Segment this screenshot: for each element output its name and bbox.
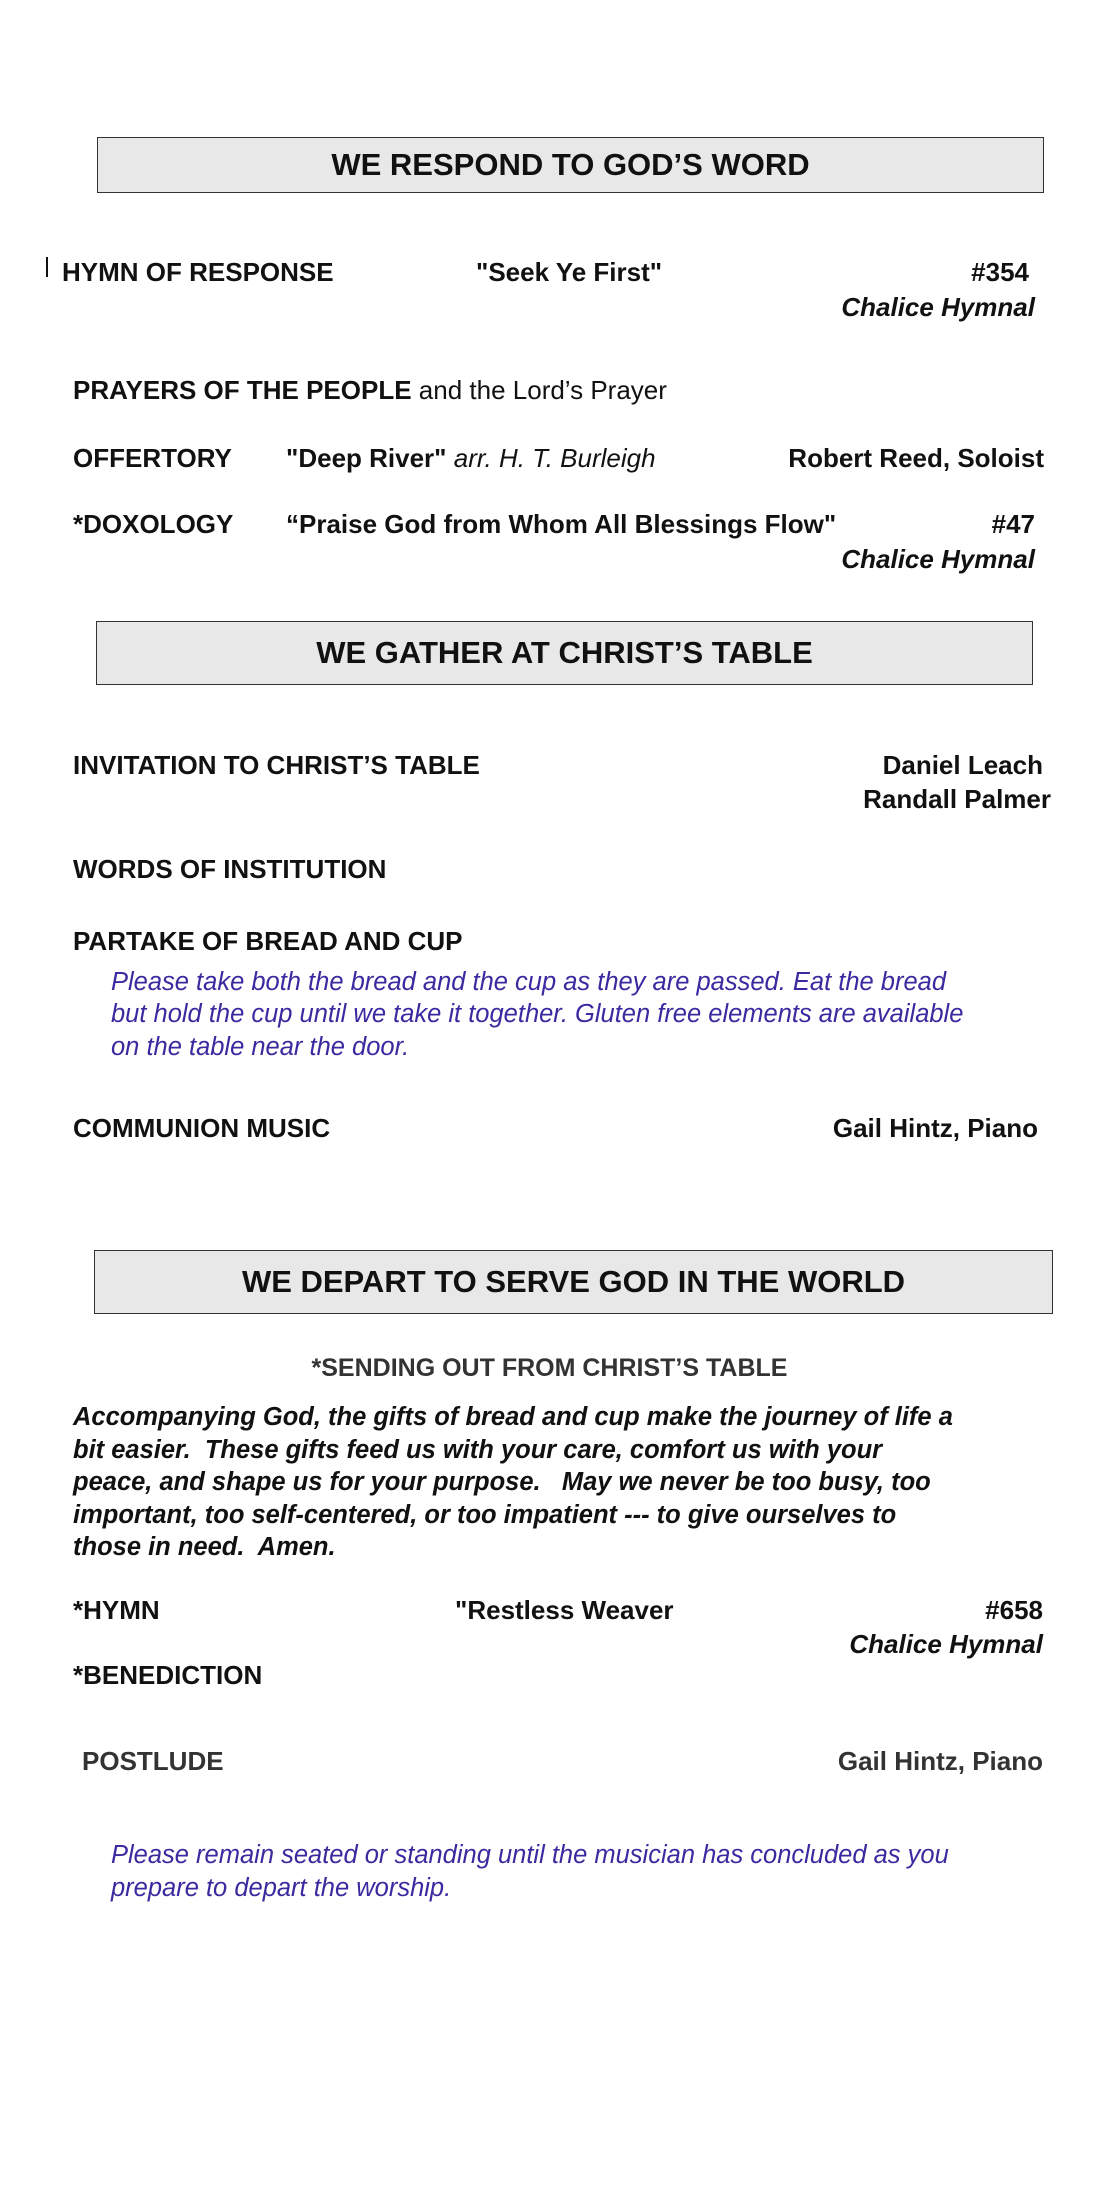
hymn-of-response-title: "Seek Ye First" <box>476 257 663 287</box>
section-header-gather: WE GATHER AT CHRIST’S TABLE <box>96 621 1033 685</box>
hymn-number: #658 <box>985 1595 1043 1625</box>
prayers-of-the-people <box>73 375 667 405</box>
hymn-of-response-hymnal: Chalice Hymnal <box>841 292 1035 322</box>
offertory-label: OFFERTORY <box>73 443 232 473</box>
invitation-leader-1: Daniel Leach <box>882 750 1043 780</box>
margin-mark <box>46 257 48 277</box>
communion-music-label: COMMUNION MUSIC <box>73 1113 331 1143</box>
offertory-piece <box>286 443 656 473</box>
prayer-line: peace, and shape us for your purpose. May we never be too busy, too <box>73 1468 931 1496</box>
doxology-hymnal: Chalice Hymnal <box>841 544 1035 574</box>
closing-note-line: Please remain seated or standing until the musician has concluded as you <box>111 1841 949 1869</box>
doxology-title: “Praise God from Whom All Blessings Flow" <box>286 509 837 539</box>
prayer-line: Accompanying God, the gifts of bread and cup make the journey of life a <box>73 1403 953 1431</box>
invitation-label: INVITATION TO CHRIST’S TABLE <box>73 750 480 780</box>
hymn-of-response-label: HYMN OF RESPONSE <box>62 257 334 287</box>
prayer-line: important, too self-centered, or too impatient --- to give ourselves to <box>73 1500 897 1529</box>
offertory-performer: Robert Reed, Soloist <box>788 443 1044 473</box>
communion-performer: Gail Hintz, Piano <box>832 1113 1038 1143</box>
benediction-label: *BENEDICTION <box>73 1660 263 1690</box>
postlude-label: POSTLUDE <box>82 1746 224 1776</box>
prayers-label: PRAYERS OF THE PEOPLE <box>73 375 412 405</box>
hymn-of-response-number: #354 <box>971 257 1029 287</box>
offertory-title: "Deep River" <box>286 443 447 473</box>
doxology-label: *DOXOLOGY <box>73 509 234 539</box>
prayer-line: those in need. Amen. <box>73 1533 336 1561</box>
postlude-performer: Gail Hintz, Piano <box>837 1746 1043 1776</box>
hymn-title: "Restless Weaver <box>455 1595 674 1625</box>
partake-note-line: Please take both the bread and the cup as they are passed. Eat the bread <box>111 968 947 996</box>
section-header-respond: WE RESPOND TO GOD’S WORD <box>97 137 1044 193</box>
section-header-depart: WE DEPART TO SERVE GOD IN THE WORLD <box>94 1250 1053 1314</box>
sending-prayer <box>73 1401 1063 1564</box>
hymn-label: *HYMN <box>73 1595 160 1625</box>
words-of-institution-label: WORDS OF INSTITUTION <box>73 854 387 884</box>
partake-note-line: but hold the cup until we take it together. Gluten free elements are available <box>111 1000 964 1028</box>
offertory-arranger: arr. H. T. Burleigh <box>453 443 656 473</box>
doxology-number: #47 <box>991 509 1035 539</box>
prayer-line: bit easier. These gifts feed us with your care, comfort us with your <box>73 1435 883 1464</box>
hymn-hymnal: Chalice Hymnal <box>849 1629 1043 1659</box>
prayers-rest: and the Lord’s Prayer <box>418 375 667 405</box>
closing-note-line: prepare to depart the worship. <box>111 1874 452 1902</box>
partake-label: PARTAKE OF BREAD AND CUP <box>73 926 463 956</box>
sending-out-heading: *SENDING OUT FROM CHRIST’S TABLE <box>311 1354 788 1382</box>
invitation-leader-2: Randall Palmer <box>863 784 1051 814</box>
partake-note-line: on the table near the door. <box>111 1033 410 1061</box>
